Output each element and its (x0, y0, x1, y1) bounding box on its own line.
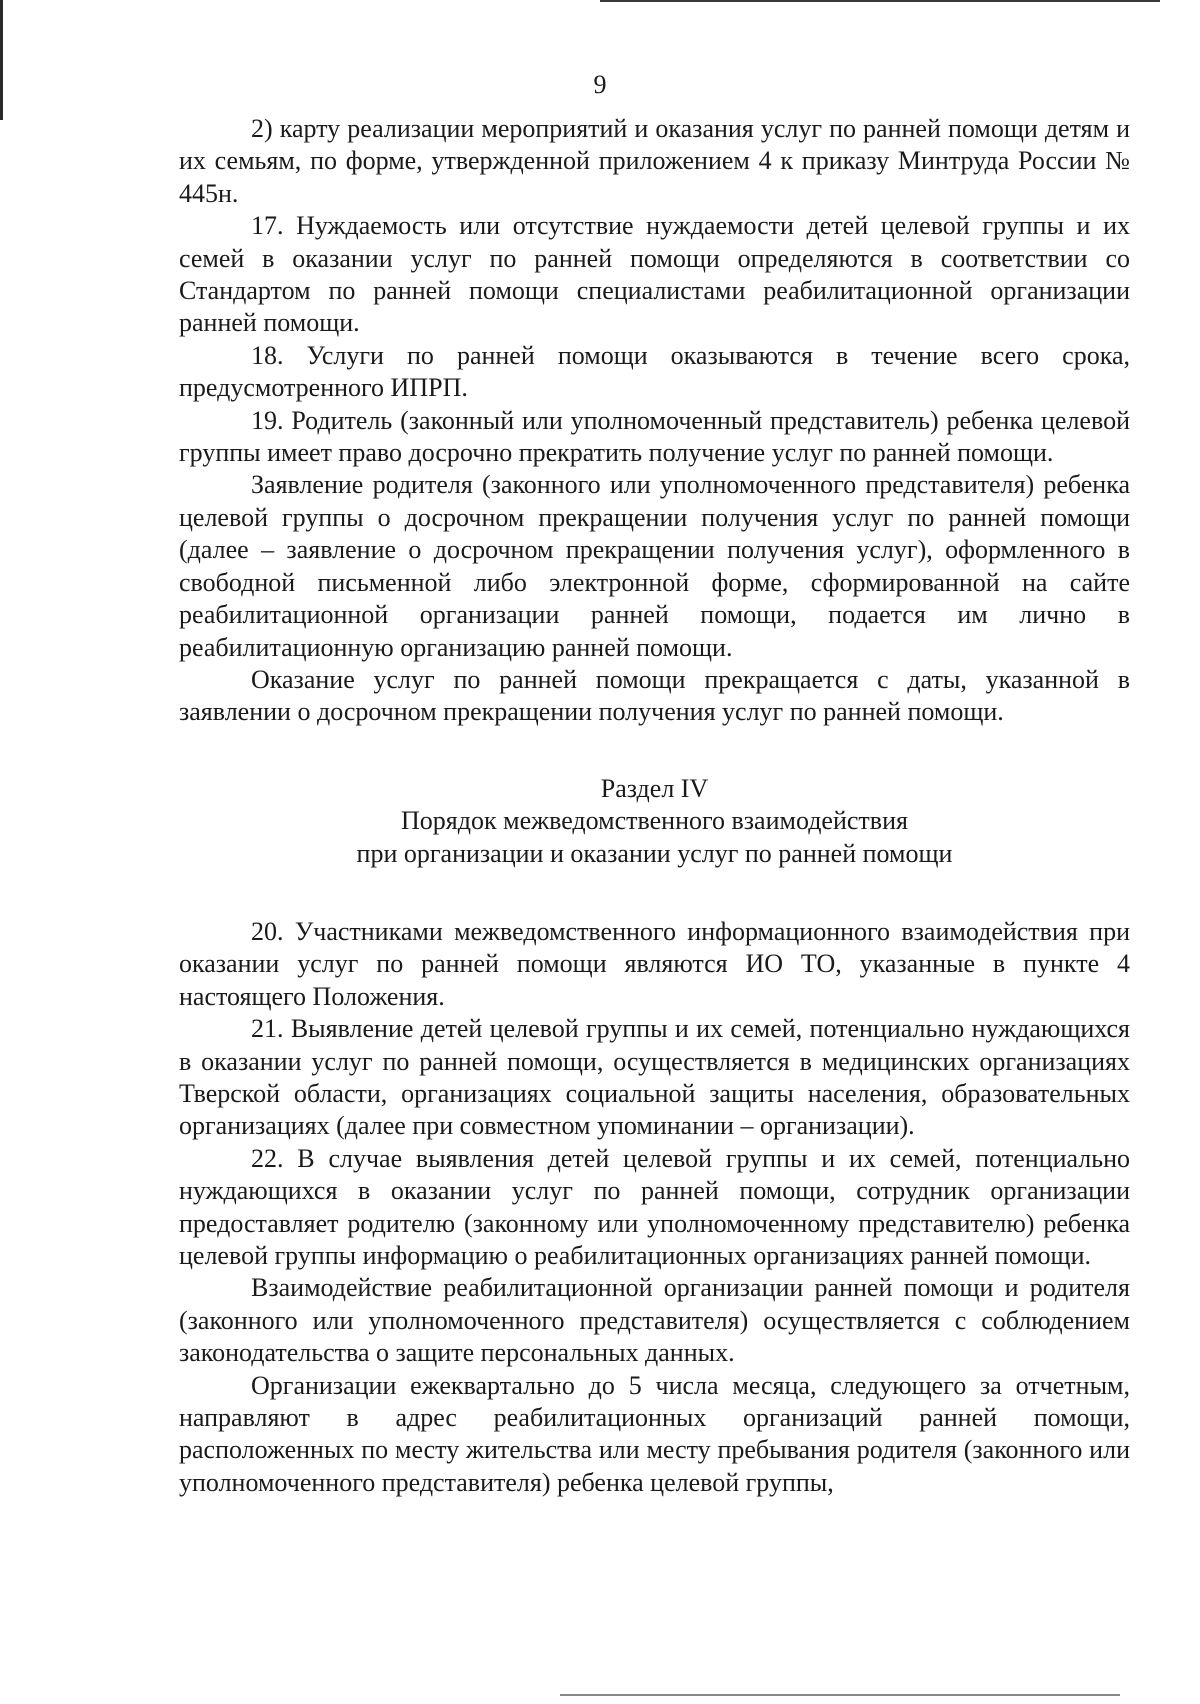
scan-edge-top (600, 0, 1160, 2)
document-body (179, 113, 1130, 1499)
scan-edge-left (0, 0, 3, 120)
section-title-line2: при организации и оказании услуг по ранней помощи (356, 838, 953, 868)
paragraph-17: 17. Нуждаемость или отсутствие нуждаемости детей целевой группы и их семей в оказании услуг по ранней помощи определяются в соответствии со Стандартом по ранней помощи специалистами реабилитационной организации ранней помощи. (179, 211, 1130, 338)
paragraph-19-termination: Оказание услуг по ранней помощи прекращается с даты, указанной в заявлении о досрочном прекращении получения услуг по ранней помощи. (179, 664, 1130, 727)
paragraph-21: 21. Выявление детей целевой группы и их семей, потенциально нуждающихся в оказании услуг по ранней помощи, осуществляется в медицинских организациях Тверской области, организациях социальной защиты населения, образовательных организациях (далее при совместном упоминании – организации). (179, 1014, 1130, 1141)
paragraph-22-organizations: Организации ежеквартально до 5 числа месяца, следующего за отчетным, направляют в адрес реабилитационных организаций ранней помощи, расположенных по месту жительства или месту пребывания родителя (законного или уполномоченного представителя) ребенка целевой группы, (179, 1370, 1130, 1497)
paragraph-22: 22. В случае выявления детей целевой группы и их семей, потенциально нуждающихся в оказании услуг по ранней помощи, сотрудник организации предоставляет родителю (законному или уполномоченному представителю) ребенка целевой группы информацию о реабилитационных организациях ранней помощи. (179, 1143, 1130, 1270)
paragraph-22-interaction: Взаимодействие реабилитационной организации ранней помощи и родителя (законного или уполномоченного представителя) осуществляется с соблюдением законодательства о защите персональных данных. (179, 1273, 1130, 1368)
section-heading (179, 773, 1130, 870)
paragraph-19: 19. Родитель (законный или уполномоченный представитель) ребенка целевой группы имеет право досрочно прекратить получение услуг по ранней помощи. (179, 405, 1130, 468)
page-number: 9 (593, 70, 607, 99)
paragraph-18: 18. Услуги по ранней помощи оказываются в течение всего срока, предусмотренного ИПРП. (179, 340, 1130, 403)
paragraph-19-application: Заявление родителя (законного или уполномоченного представителя) ребенка целевой группы о досрочном прекращении получения услуг по ранней помощи (далее – заявление о досрочном прекращении получения услуг), оформленного в свободной письменной либо электронной форме, сформированной на сайте реабилитационной организации ранней помощи, подается им лично в реабилитационную организацию ранней помощи. (179, 470, 1130, 662)
section-label: Раздел IV (600, 773, 709, 803)
paragraph-item-2: 2) карту реализации мероприятий и оказания услуг по ранней помощи детям и их семьям, по форме, утвержденной приложением 4 к приказу Минтруда России № 445н. (179, 114, 1130, 208)
section-title-line1: Порядок межведомственного взаимодействия (401, 806, 908, 836)
scan-edge-bottom (560, 1694, 1120, 1696)
paragraph-20: 20. Участниками межведомственного информационного взаимодействия при оказании услуг по ранней помощи являются ИО ТО, указанные в пункте 4 настоящего Положения. (179, 916, 1130, 1011)
